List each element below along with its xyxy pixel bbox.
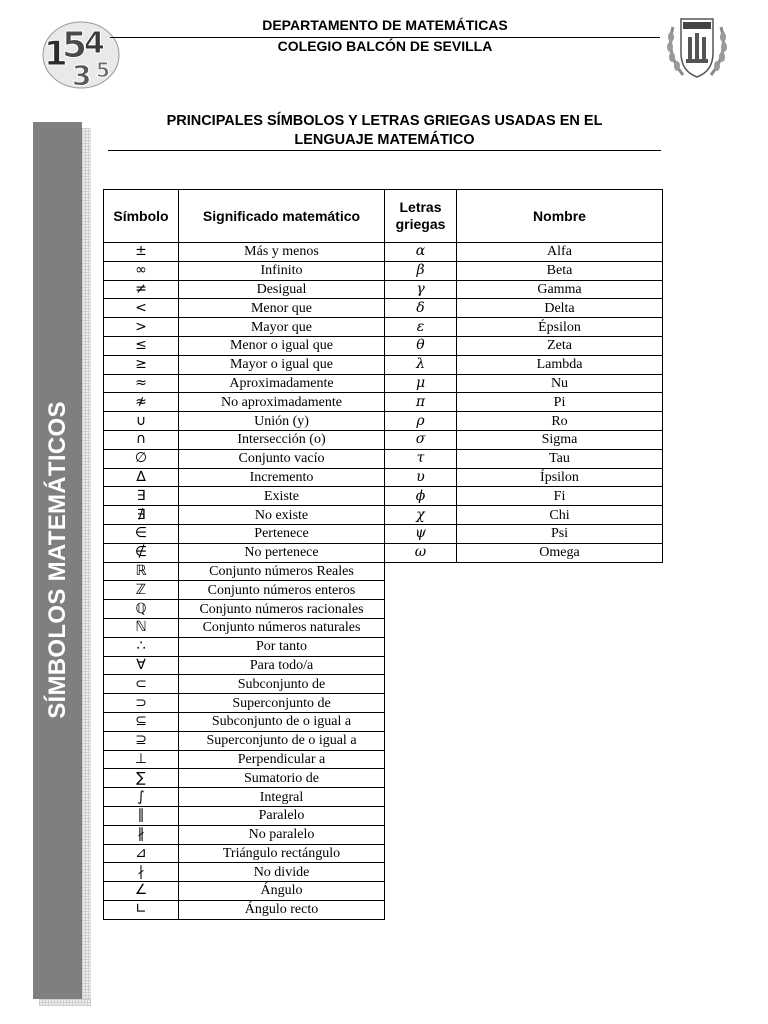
- meaning-cell: Mayor o igual que: [179, 355, 385, 374]
- table-row: [104, 487, 663, 506]
- greek-name-cell: Épsilon: [457, 318, 663, 337]
- meaning-cell: Intersección (o): [179, 430, 385, 449]
- meaning-cell: Triángulo rectángulo: [179, 844, 385, 863]
- greek-letter-cell: λ: [385, 355, 457, 374]
- empty-cell: [457, 618, 663, 637]
- meaning-cell: Pertenece: [179, 524, 385, 543]
- empty-cell: [457, 712, 663, 731]
- svg-text:5: 5: [96, 58, 110, 82]
- empty-cell: [457, 825, 663, 844]
- table-row: [104, 524, 663, 543]
- symbol-cell: ∆: [104, 468, 179, 487]
- greek-letter-cell: υ: [385, 468, 457, 487]
- greek-name-cell: Beta: [457, 261, 663, 280]
- table-row: [104, 637, 663, 656]
- symbol-cell: ∄: [104, 506, 179, 525]
- symbol-cell: ∟: [104, 900, 179, 919]
- meaning-cell: Subconjunto de o igual a: [179, 712, 385, 731]
- empty-cell: [385, 731, 457, 750]
- title-line-2: LENGUAJE MATEMÁTICO: [294, 132, 475, 148]
- title-divider: [108, 150, 661, 151]
- symbol-cell: ⊇: [104, 731, 179, 750]
- meaning-cell: Ángulo recto: [179, 900, 385, 919]
- table-row: [104, 863, 663, 882]
- meaning-cell: Infinito: [179, 261, 385, 280]
- table-row: [104, 581, 663, 600]
- meaning-cell: Por tanto: [179, 637, 385, 656]
- meaning-cell: Superconjunto de: [179, 694, 385, 713]
- empty-cell: [457, 788, 663, 807]
- table-row: [104, 336, 663, 355]
- empty-cell: [385, 900, 457, 919]
- meaning-cell: No existe: [179, 506, 385, 525]
- meaning-cell: Conjunto números racionales: [179, 600, 385, 619]
- empty-cell: [457, 750, 663, 769]
- symbol-cell: ≠: [104, 280, 179, 299]
- table-row: [104, 750, 663, 769]
- table-row: [104, 374, 663, 393]
- symbol-cell: ⊿: [104, 844, 179, 863]
- greek-name-cell: Tau: [457, 449, 663, 468]
- symbol-cell: ∦: [104, 825, 179, 844]
- table-row: [104, 243, 663, 262]
- greek-name-cell: Delta: [457, 299, 663, 318]
- symbol-cell: ⊂: [104, 675, 179, 694]
- greek-letter-cell: θ: [385, 336, 457, 355]
- greek-name-cell: Pi: [457, 393, 663, 412]
- header-name: Nombre: [457, 190, 663, 243]
- header-greek-line-2: griegas: [395, 216, 446, 232]
- meaning-cell: No aproximadamente: [179, 393, 385, 412]
- symbol-cell: ∩: [104, 430, 179, 449]
- header-greek: [385, 190, 457, 243]
- symbol-cell: ∫: [104, 788, 179, 807]
- empty-cell: [457, 562, 663, 581]
- sidebar-shadow: [82, 128, 91, 1005]
- symbol-cell: ∀: [104, 656, 179, 675]
- empty-cell: [385, 694, 457, 713]
- greek-letter-cell: ψ: [385, 524, 457, 543]
- table-row: [104, 788, 663, 807]
- greek-letter-cell: γ: [385, 280, 457, 299]
- empty-cell: [457, 656, 663, 675]
- symbol-cell: ∉: [104, 543, 179, 562]
- greek-name-cell: Gamma: [457, 280, 663, 299]
- meaning-cell: Sumatorio de: [179, 769, 385, 788]
- meaning-cell: Desigual: [179, 280, 385, 299]
- greek-name-cell: Alfa: [457, 243, 663, 262]
- greek-letter-cell: τ: [385, 449, 457, 468]
- school-crest: [661, 13, 733, 83]
- table-row: [104, 844, 663, 863]
- meaning-cell: Perpendicular a: [179, 750, 385, 769]
- table-row: [104, 412, 663, 431]
- meaning-cell: Integral: [179, 788, 385, 807]
- table-header-row: [104, 190, 663, 243]
- greek-letter-cell: μ: [385, 374, 457, 393]
- table-row: [104, 900, 663, 919]
- meaning-cell: No divide: [179, 863, 385, 882]
- greek-name-cell: Ro: [457, 412, 663, 431]
- empty-cell: [457, 694, 663, 713]
- symbol-cell: ℕ: [104, 618, 179, 637]
- empty-cell: [385, 562, 457, 581]
- symbol-cell: ∅: [104, 449, 179, 468]
- meaning-cell: Más y menos: [179, 243, 385, 262]
- symbol-cell: ∠: [104, 882, 179, 901]
- meaning-cell: Conjunto números enteros: [179, 581, 385, 600]
- svg-text:3: 3: [72, 59, 92, 92]
- symbol-cell: ∈: [104, 524, 179, 543]
- symbol-cell: ⊥: [104, 750, 179, 769]
- empty-cell: [385, 882, 457, 901]
- symbol-cell: ≥: [104, 355, 179, 374]
- empty-cell: [385, 788, 457, 807]
- meaning-cell: Conjunto vacío: [179, 449, 385, 468]
- greek-name-cell: Nu: [457, 374, 663, 393]
- table-row: [104, 468, 663, 487]
- title-line-1: PRINCIPALES SÍMBOLOS Y LETRAS GRIEGAS USADAS EN EL: [166, 113, 603, 129]
- meaning-cell: Unión (y): [179, 412, 385, 431]
- svg-text:5: 5: [62, 25, 88, 66]
- meaning-cell: Subconjunto de: [179, 675, 385, 694]
- department-name: DEPARTAMENTO DE MATEMÁTICAS: [262, 17, 508, 33]
- table-row: [104, 769, 663, 788]
- meaning-cell: Para todo/a: [179, 656, 385, 675]
- empty-cell: [385, 600, 457, 619]
- meaning-cell: Menor o igual que: [179, 336, 385, 355]
- empty-cell: [457, 731, 663, 750]
- greek-name-cell: Lambda: [457, 355, 663, 374]
- greek-letter-cell: π: [385, 393, 457, 412]
- greek-letter-cell: σ: [385, 430, 457, 449]
- empty-cell: [385, 769, 457, 788]
- greek-name-cell: Ípsilon: [457, 468, 663, 487]
- empty-cell: [385, 581, 457, 600]
- table-row: [104, 806, 663, 825]
- meaning-cell: Ángulo: [179, 882, 385, 901]
- table-row: [104, 731, 663, 750]
- table-row: [104, 618, 663, 637]
- empty-cell: [385, 863, 457, 882]
- meaning-cell: Conjunto números naturales: [179, 618, 385, 637]
- empty-cell: [385, 806, 457, 825]
- table-row: [104, 600, 663, 619]
- meaning-cell: Aproximadamente: [179, 374, 385, 393]
- meaning-cell: Existe: [179, 487, 385, 506]
- symbol-cell: ℤ: [104, 581, 179, 600]
- svg-text:4: 4: [84, 26, 105, 61]
- table-row: [104, 506, 663, 525]
- table-row: [104, 449, 663, 468]
- symbol-cell: ∑: [104, 769, 179, 788]
- empty-cell: [385, 844, 457, 863]
- meaning-cell: No pertenece: [179, 543, 385, 562]
- header-symbol: Símbolo: [104, 190, 179, 243]
- empty-cell: [385, 637, 457, 656]
- greek-letter-cell: ε: [385, 318, 457, 337]
- table-row: [104, 562, 663, 581]
- meaning-cell: Paralelo: [179, 806, 385, 825]
- empty-cell: [457, 900, 663, 919]
- greek-letter-cell: β: [385, 261, 457, 280]
- empty-cell: [385, 618, 457, 637]
- symbol-cell: ≤: [104, 336, 179, 355]
- symbol-cell: ℚ: [104, 600, 179, 619]
- table-row: [104, 675, 663, 694]
- greek-name-cell: Psi: [457, 524, 663, 543]
- symbol-cell: ⊃: [104, 694, 179, 713]
- empty-cell: [457, 581, 663, 600]
- empty-cell: [457, 600, 663, 619]
- greek-letter-cell: ω: [385, 543, 457, 562]
- symbol-cell: ℝ: [104, 562, 179, 581]
- header-greek-line-1: Letras: [399, 199, 442, 215]
- greek-letter-cell: ϕ: [385, 487, 457, 506]
- table-row: [104, 355, 663, 374]
- greek-letter-cell: α: [385, 243, 457, 262]
- symbols-table: [103, 189, 663, 920]
- symbol-cell: <: [104, 299, 179, 318]
- empty-cell: [457, 882, 663, 901]
- symbol-cell: ∴: [104, 637, 179, 656]
- symbol-cell: ⊆: [104, 712, 179, 731]
- greek-letter-cell: χ: [385, 506, 457, 525]
- empty-cell: [457, 806, 663, 825]
- meaning-cell: Conjunto números Reales: [179, 562, 385, 581]
- symbol-cell: ∞: [104, 261, 179, 280]
- meaning-cell: Superconjunto de o igual a: [179, 731, 385, 750]
- table-row: [104, 656, 663, 675]
- greek-letter-cell: δ: [385, 299, 457, 318]
- table-row: [104, 712, 663, 731]
- table-row: [104, 543, 663, 562]
- greek-letter-cell: ρ: [385, 412, 457, 431]
- table-row: [104, 882, 663, 901]
- empty-cell: [457, 675, 663, 694]
- svg-text:1: 1: [44, 34, 68, 74]
- symbol-cell: ≈: [104, 374, 179, 393]
- header-meaning: Significado matemático: [179, 190, 385, 243]
- table-row: [104, 825, 663, 844]
- table-row: [104, 430, 663, 449]
- table-row: [104, 393, 663, 412]
- symbol-cell: ≉: [104, 393, 179, 412]
- greek-name-cell: Sigma: [457, 430, 663, 449]
- greek-name-cell: Chi: [457, 506, 663, 525]
- sidebar-shadow-bottom: [39, 999, 91, 1006]
- page-title: [108, 112, 661, 150]
- empty-cell: [457, 637, 663, 656]
- empty-cell: [457, 769, 663, 788]
- meaning-cell: Mayor que: [179, 318, 385, 337]
- table-row: [104, 280, 663, 299]
- meaning-cell: Incremento: [179, 468, 385, 487]
- table-row: [104, 299, 663, 318]
- greek-name-cell: Zeta: [457, 336, 663, 355]
- symbol-cell: ∪: [104, 412, 179, 431]
- college-name: COLEGIO BALCÓN DE SEVILLA: [277, 38, 493, 54]
- empty-cell: [385, 750, 457, 769]
- empty-cell: [457, 863, 663, 882]
- empty-cell: [385, 656, 457, 675]
- greek-name-cell: Fi: [457, 487, 663, 506]
- table-row: [104, 318, 663, 337]
- symbol-cell: ∥: [104, 806, 179, 825]
- symbol-cell: ∃: [104, 487, 179, 506]
- meaning-cell: No paralelo: [179, 825, 385, 844]
- meaning-cell: Menor que: [179, 299, 385, 318]
- empty-cell: [457, 844, 663, 863]
- table-row: [104, 261, 663, 280]
- empty-cell: [385, 825, 457, 844]
- table-row: [104, 694, 663, 713]
- empty-cell: [385, 675, 457, 694]
- empty-cell: [385, 712, 457, 731]
- sidebar-title: SÍMBOLOS MATEMÁTICOS: [44, 401, 71, 719]
- greek-name-cell: Omega: [457, 543, 663, 562]
- symbol-cell: ∤: [104, 863, 179, 882]
- symbol-cell: ±: [104, 243, 179, 262]
- symbol-cell: >: [104, 318, 179, 337]
